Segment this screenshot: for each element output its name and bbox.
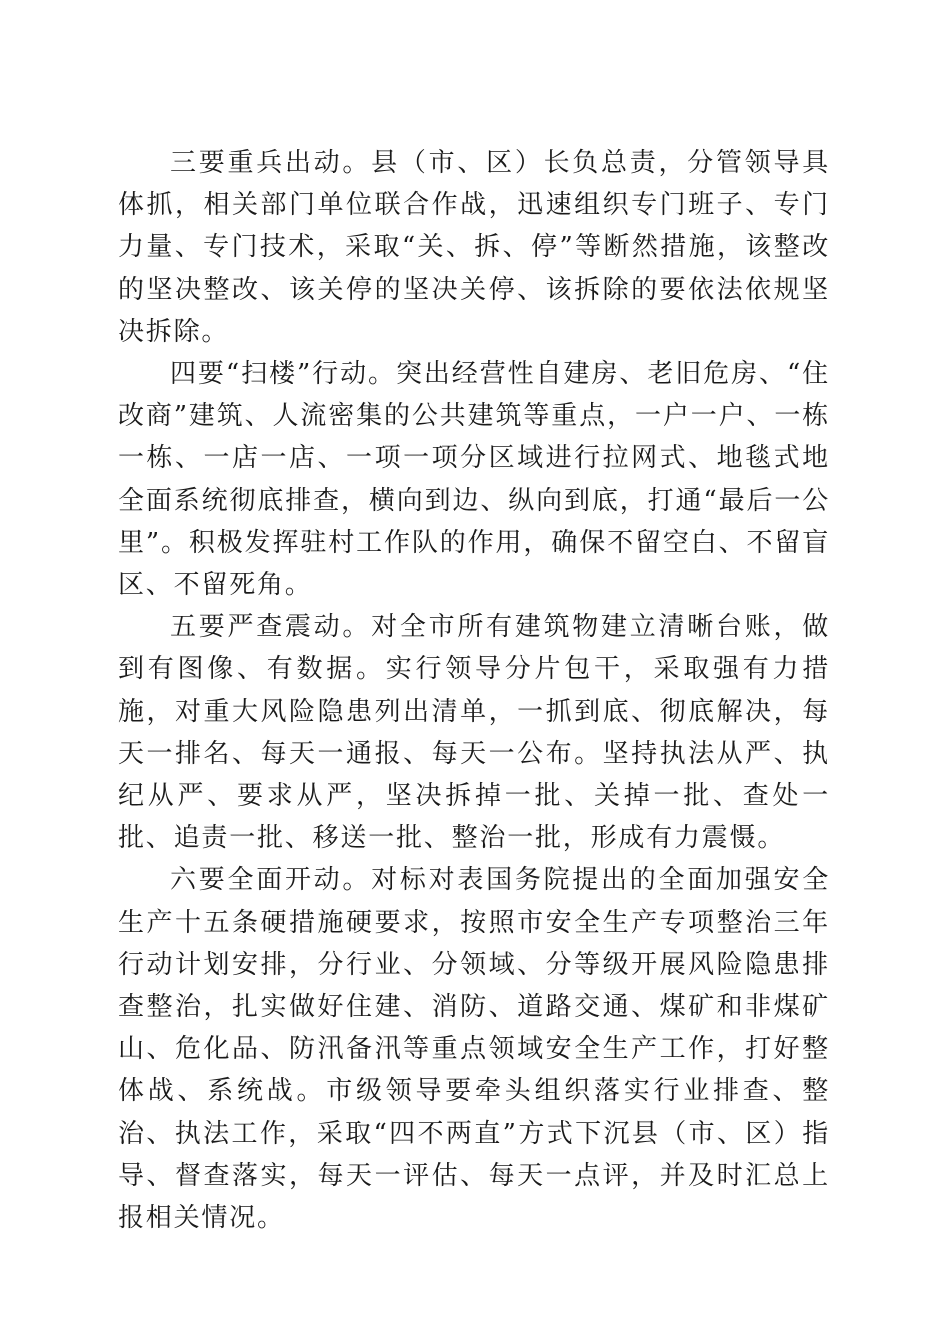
paragraph-6-comprehensive-action: 六要全面开动。对标对表国务院提出的全面加强安全生产十五条硬措施硬要求，按照市安全生产专项整治三年行动计划安排，分行业、分领域、分等级开展风险隐患排查整治，扎实做好住建、消防、道路交通、煤矿和非煤矿山、危化品、防汛备汛等重点领域安全生产工作，打好整体战、系统战。市级领导要牵头组织落实行业排查、整治、执法工作，采取“四不两直”方式下沉县（市、区）指导、督查落实，每天一评估、每天一点评，并及时汇总上报相关情况。 <box>118 865 830 1234</box>
paragraph-3-heavy-deployment: 三要重兵出动。县（市、区）长负总责，分管领导具体抓，相关部门单位联合作战，迅速组织专门班子、专门力量、专门技术，采取“关、拆、停”等断然措施，该整改的坚决整改、该关停的坚决关停、该拆除的要依法依规坚决拆除。 <box>118 148 830 347</box>
paragraph-4-building-sweep: 四要“扫楼”行动。突出经营性自建房、老旧危房、“住改商”建筑、人流密集的公共建筑等重点，一户一户、一栋一栋、一店一店、一项一项分区域进行拉网式、地毯式地全面系统彻底排查，横向到边、纵向到底，打通“最后一公里”。积极发挥驻村工作队的作用，确保不留空白、不留盲区、不留死角。 <box>118 359 830 601</box>
document-body <box>118 142 830 1239</box>
paragraph-5-strict-inspection: 五要严查震动。对全市所有建筑物建立清晰台账，做到有图像、有数据。实行领导分片包干，采取强有力措施，对重大风险隐患列出清单，一抓到底、彻底解决，每天一排名、每天一通报、每天一公布。坚持执法从严、执纪从严、要求从严，坚决拆掉一批、关掉一批、查处一批、追责一批、移送一批、整治一批，形成有力震慑。 <box>118 612 830 854</box>
